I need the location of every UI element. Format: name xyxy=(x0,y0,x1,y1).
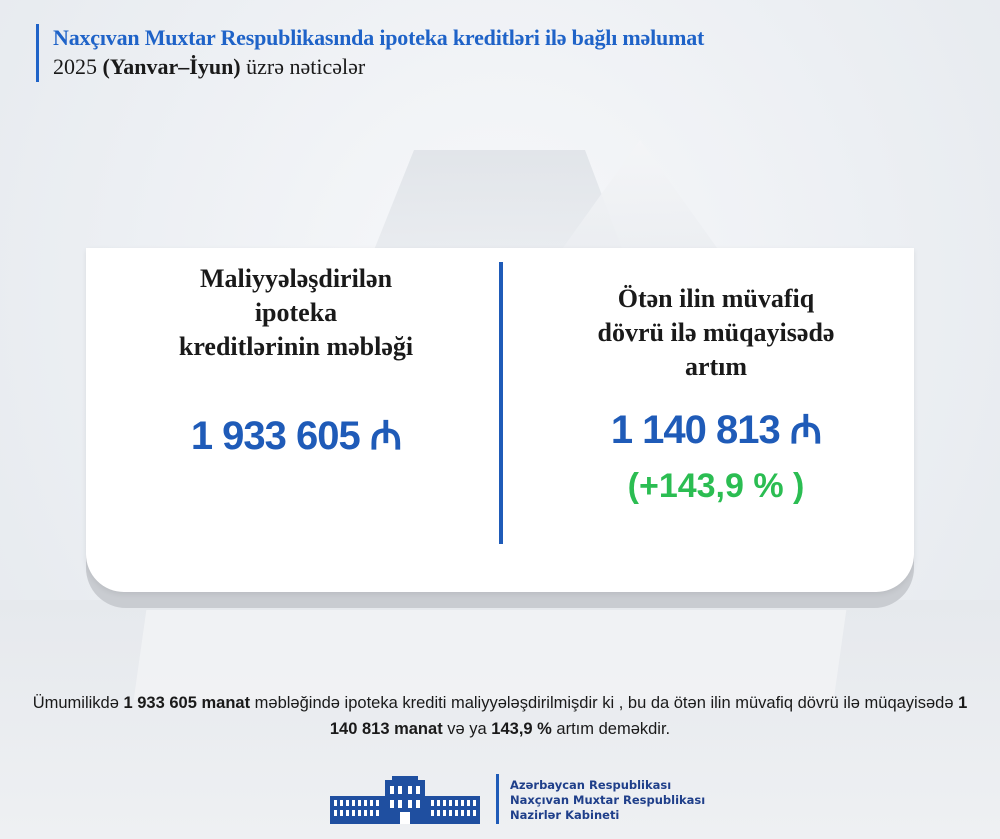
page-header xyxy=(36,24,704,82)
summary-bold: 143,9 % xyxy=(491,720,552,738)
summary-bold: 1 933 605 manat xyxy=(123,694,251,712)
growth-label-line-2: dövrü ilə müqayisədə xyxy=(597,318,835,347)
growth-label xyxy=(526,282,906,384)
footer-line-1: Azərbaycan Respublikası xyxy=(510,778,672,792)
amount-column xyxy=(106,248,486,461)
summary-part: artım deməkdir. xyxy=(551,720,671,738)
footer-line-3: Nazirlər Kabineti xyxy=(510,808,620,822)
government-building-logo xyxy=(330,776,480,826)
amount-label-line-2: ipoteka xyxy=(254,298,338,327)
amount-number: 1 933 605 xyxy=(190,414,360,458)
document-paper-shape xyxy=(134,610,847,700)
subtitle-year: 2025 xyxy=(53,54,97,79)
summary-bold: 1 140 813 manat xyxy=(329,694,968,738)
summary-part: Ümumilikdə xyxy=(32,694,124,712)
summary-part: və ya xyxy=(442,720,492,738)
growth-number: 1 140 813 xyxy=(610,408,780,452)
growth-label-line-3: artım xyxy=(684,352,748,381)
summary-text xyxy=(20,690,980,742)
growth-value xyxy=(526,400,906,455)
amount-value xyxy=(106,406,486,461)
amount-label xyxy=(106,262,486,364)
page-subtitle xyxy=(53,52,704,82)
stats-card xyxy=(86,248,914,592)
growth-label-line-1: Ötən ilin müvafiq xyxy=(617,284,815,313)
footer-org-name xyxy=(510,778,705,823)
footer-divider xyxy=(496,774,499,824)
manat-icon: ₼ xyxy=(369,414,402,458)
subtitle-suffix: üzrə nəticələr xyxy=(246,54,366,79)
page-title: Naxçıvan Muxtar Respublikasında ipoteka kreditləri ilə bağlı məlumat xyxy=(53,25,705,50)
subtitle-period: (Yanvar–İyun) xyxy=(102,54,241,79)
column-divider xyxy=(499,262,503,544)
footer-line-2: Naxçıvan Muxtar Respublikası xyxy=(510,793,706,807)
growth-column xyxy=(526,248,906,506)
manat-icon: ₼ xyxy=(789,408,822,452)
summary-part: məbləğində ipoteka krediti maliyyələşdirilmişdir ki , bu da ötən ilin müvafiq dövrü ilə müqayisədə xyxy=(250,694,959,712)
growth-percent: (+143,9 % ) xyxy=(627,467,805,505)
amount-label-line-3: kreditlərinin məbləği xyxy=(178,332,414,361)
amount-label-line-1: Maliyyələşdirilən xyxy=(199,264,393,293)
